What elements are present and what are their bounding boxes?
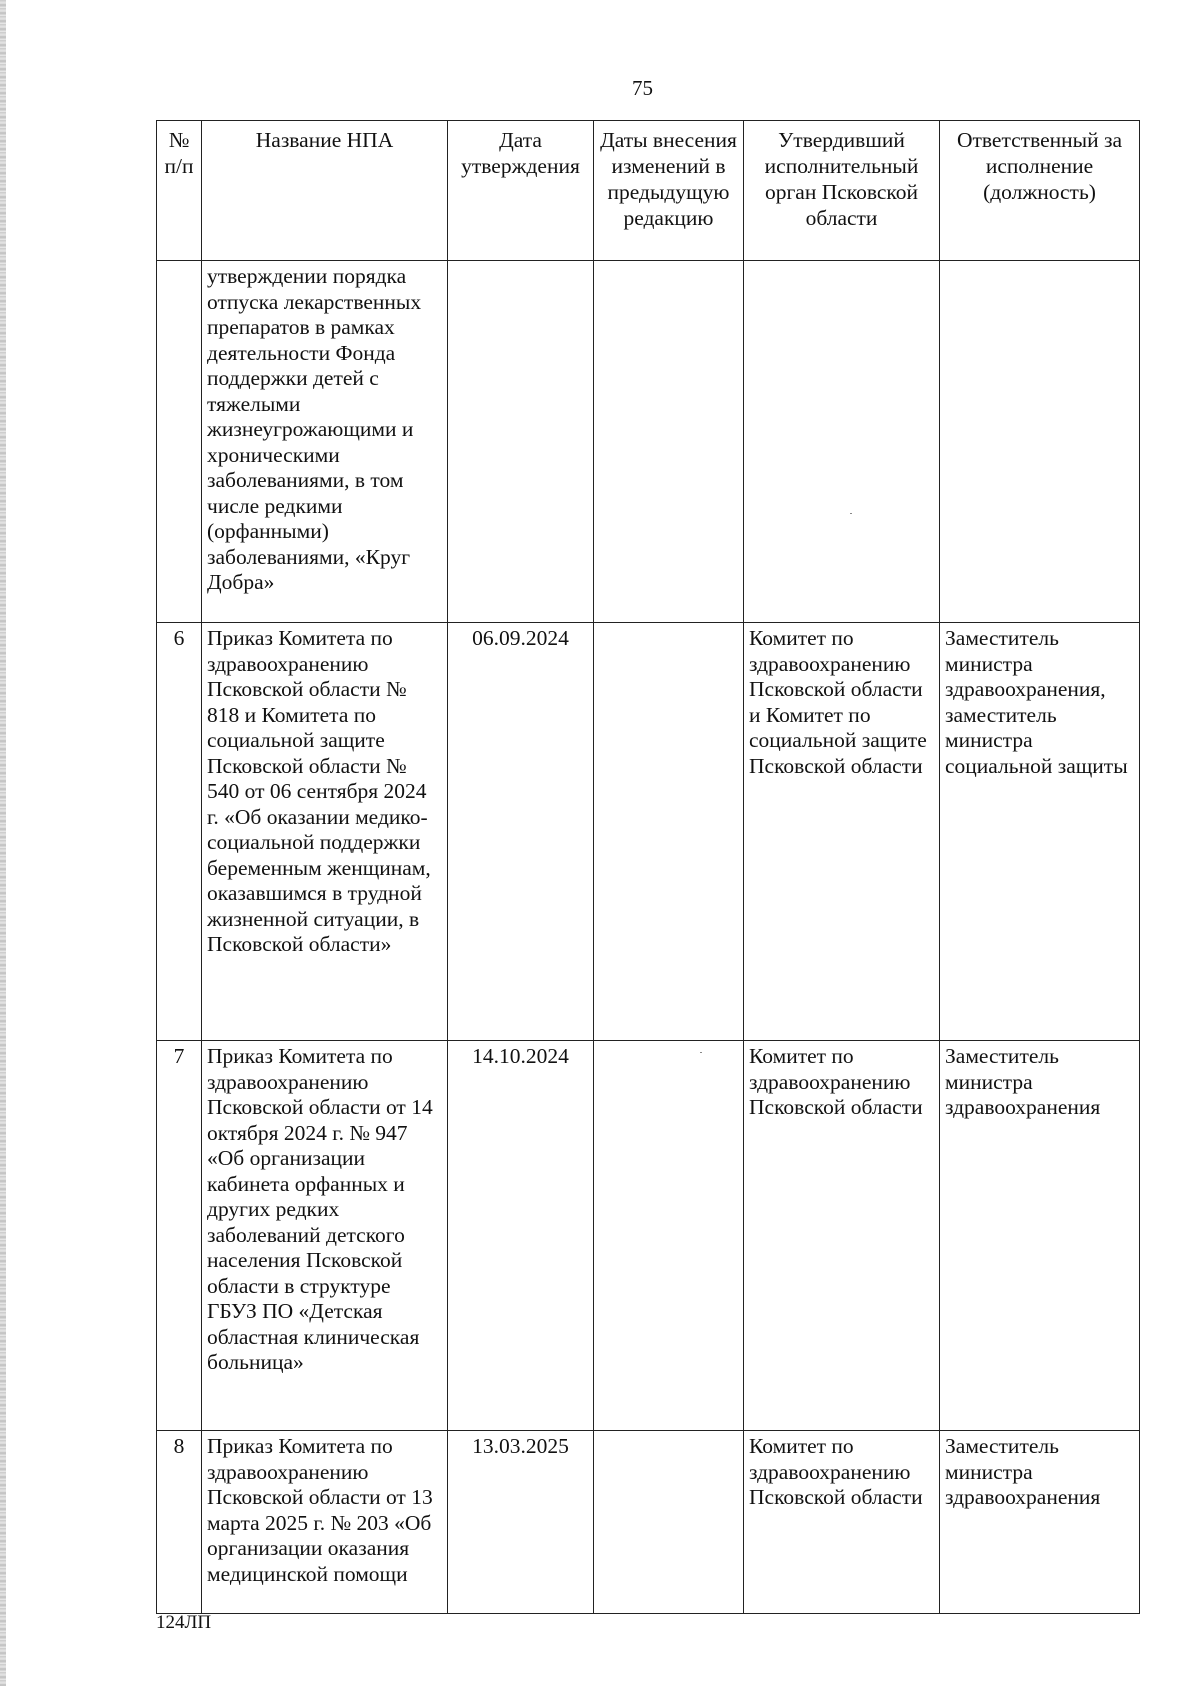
row-approving-body bbox=[744, 261, 940, 623]
row-num: 6 bbox=[157, 623, 202, 1041]
row-approval-date: 13.03.2025 bbox=[448, 1431, 594, 1614]
row-num: 8 bbox=[157, 1431, 202, 1614]
row-approval-date: 14.10.2024 bbox=[448, 1041, 594, 1431]
header-approving-body: Утвердивший исполнительный орган Псковской области bbox=[744, 121, 940, 261]
scan-speck bbox=[850, 513, 852, 514]
row-approval-date bbox=[448, 261, 594, 623]
row-approving-body: Комитет по здравоохранению Псковской области bbox=[744, 1431, 940, 1614]
header-name: Название НПА bbox=[202, 121, 448, 261]
row-name: Приказ Комитета по здравоохранению Псковской области от 13 марта 2025 г. № 203 «Об организации оказания медицинской помощи bbox=[202, 1431, 448, 1614]
row-responsible: Заместитель министра здравоохранения bbox=[940, 1041, 1140, 1431]
header-row bbox=[157, 121, 1140, 261]
table-row bbox=[157, 1041, 1140, 1431]
row-approving-body: Комитет по здравоохранению Псковской области bbox=[744, 1041, 940, 1431]
scan-speck bbox=[700, 1052, 702, 1053]
page-number: 75 bbox=[632, 76, 653, 100]
row-name: Приказ Комитета по здравоохранению Псковской области № 818 и Комитета по социальной защите Псковской области № 540 от 06 сентября 2024 г. «Об оказании медико-социальной поддержки беременным женщинам, оказавшимся в трудной жизненной ситуации, в Псковской области» bbox=[202, 623, 448, 1041]
table-row bbox=[157, 623, 1140, 1041]
header-responsible: Ответственный за исполнение (должность) bbox=[940, 121, 1140, 261]
row-approving-body: Комитет по здравоохранению Псковской области и Комитет по социальной защите Псковской области bbox=[744, 623, 940, 1041]
footer-code: 124ЛП bbox=[156, 1612, 212, 1633]
row-responsible bbox=[940, 261, 1140, 623]
row-approval-date: 06.09.2024 bbox=[448, 623, 594, 1041]
table-row bbox=[157, 261, 1140, 623]
row-num bbox=[157, 261, 202, 623]
row-change-dates bbox=[594, 261, 744, 623]
row-num: 7 bbox=[157, 1041, 202, 1431]
table-row bbox=[157, 1431, 1140, 1614]
npa-table bbox=[156, 120, 1140, 1614]
row-responsible: Заместитель министра здравоохранения bbox=[940, 1431, 1140, 1614]
header-change-dates: Даты внесения изменений в предыдущую редакцию bbox=[594, 121, 744, 261]
row-name: утверждении порядка отпуска лекарственных препаратов в рамках деятельности Фонда поддержки детей с тяжелыми жизнеугрожающими и хроническими заболеваниями, в том числе редкими (орфанными) заболеваниями, «Круг Добра» bbox=[202, 261, 448, 623]
table-header bbox=[157, 121, 1140, 261]
row-change-dates bbox=[594, 1041, 744, 1431]
row-responsible: Заместитель министра здравоохранения, заместитель министра социальной защиты bbox=[940, 623, 1140, 1041]
row-change-dates bbox=[594, 623, 744, 1041]
row-name: Приказ Комитета по здравоохранению Псковской области от 14 октября 2024 г. № 947 «Об организации кабинета орфанных и других редких заболеваний детского населения Псковской области в структуре ГБУЗ ПО «Детская областная клиническая больница» bbox=[202, 1041, 448, 1431]
row-change-dates bbox=[594, 1431, 744, 1614]
header-approval-date: Дата утверждения bbox=[448, 121, 594, 261]
header-num: № п/п bbox=[157, 121, 202, 261]
scan-edge-artifact bbox=[0, 0, 6, 1686]
